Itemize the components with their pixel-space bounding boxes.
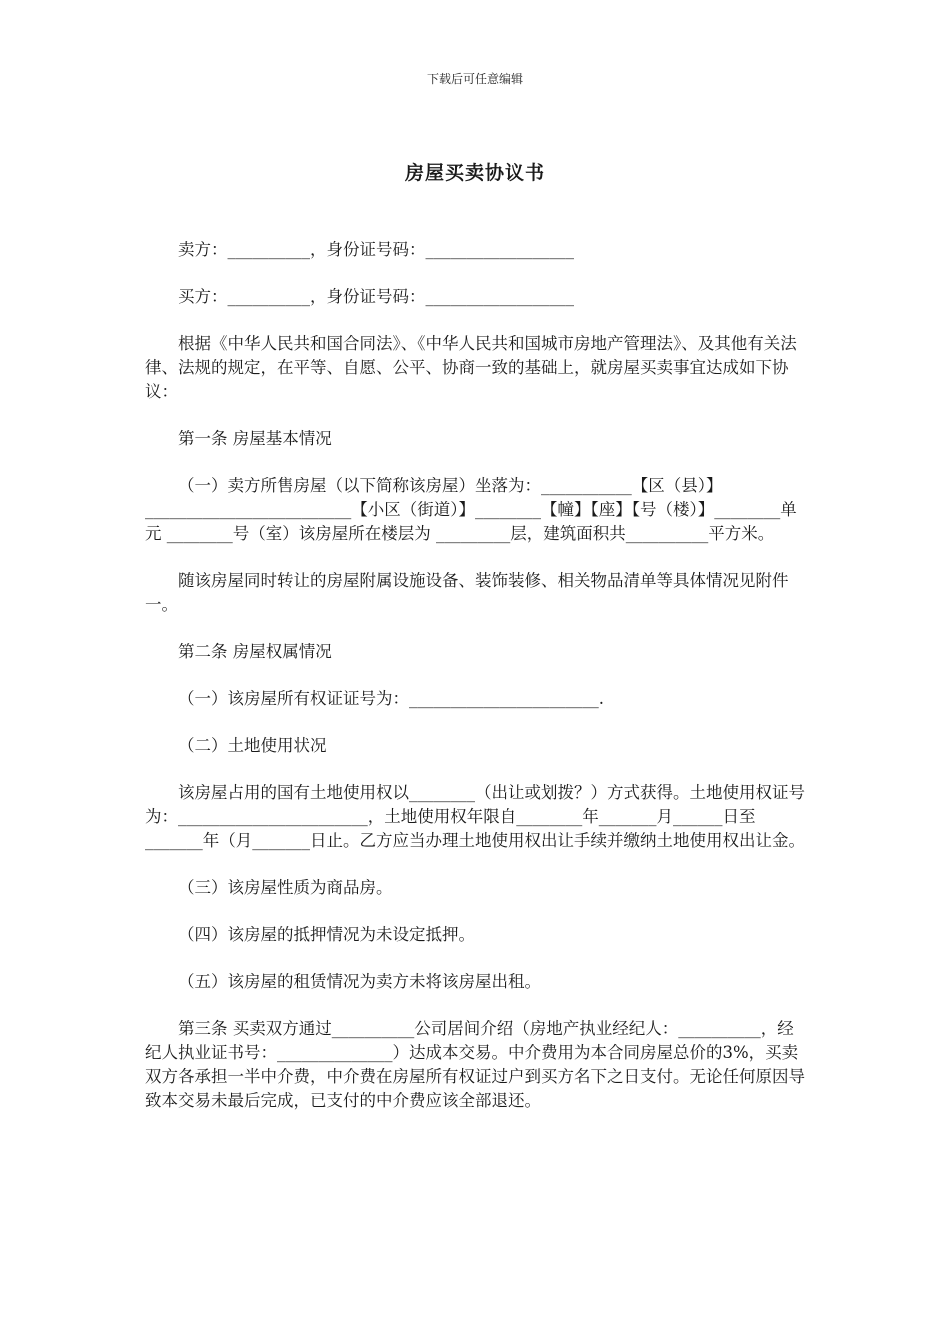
document-body	[145, 238, 809, 1136]
article-2-clause-3: （三）该房屋性质为商品房。	[178, 878, 393, 897]
article-1-attachment-note: 随该房屋同时转让的房屋附属设施设备、装饰装修、相关物品清单等具体情况见附件一。	[145, 571, 789, 614]
article-2-clause-5: （五）该房屋的租赁情况为卖方未将该房屋出租。	[178, 972, 541, 991]
article-1-clause-1: （一）卖方所售房屋（以下简称该房屋）坐落为：___________【区（县）】 _________________________【小区（街道）】________【幢】【座】【号（楼）】________单元 ________号（室）该房屋所在楼层为 _________层，建筑面积共__________平方米。	[145, 476, 797, 543]
article-2-clause-1: （一）该房屋所有权证证号为：_______________________.	[178, 689, 604, 708]
buyer-line: 买方：__________，身份证号码：__________________	[178, 287, 574, 306]
article-3-paragraph: 第三条 买卖双方通过__________公司居间介绍（房地产执业经纪人：__________，经纪人执业证书号：______________）达成本交易。中介费用为本合同房屋总价的3%，买卖双方各承担一半中介费，中介费在房屋所有权证过户到买方名下之日支付。无论任何原因导致本交易未最后完成，已支付的中介费应该全部退还。	[145, 1019, 805, 1110]
article-2-clause-4: （四）该房屋的抵押情况为未设定抵押。	[178, 925, 475, 944]
download-note: 下载后可任意编辑	[426, 72, 523, 86]
land-use-paragraph: 该房屋占用的国有土地使用权以________（出让或划拨？）方式获得。土地使用权证号为：_______________________，土地使用权年限自________年_______月______日至_______年（月_______日止。乙方应当办理土地使用权出让手续并缴纳土地使用权出让金。	[145, 783, 805, 850]
article-2-clause-2: （二）土地使用状况	[178, 736, 327, 755]
article-2-heading: 第二条 房屋权属情况	[178, 642, 332, 661]
preamble-paragraph: 根据《中华人民共和国合同法》、《中华人民共和国城市房地产管理法》、及其他有关法律、法规的规定，在平等、自愿、公平、协商一致的基础上，就房屋买卖事宜达成如下协议：	[145, 334, 797, 401]
document-title: 房屋买卖协议书	[404, 162, 545, 184]
seller-line: 卖方：__________，身份证号码：__________________	[178, 240, 574, 259]
article-1-heading: 第一条 房屋基本情况	[178, 429, 332, 448]
